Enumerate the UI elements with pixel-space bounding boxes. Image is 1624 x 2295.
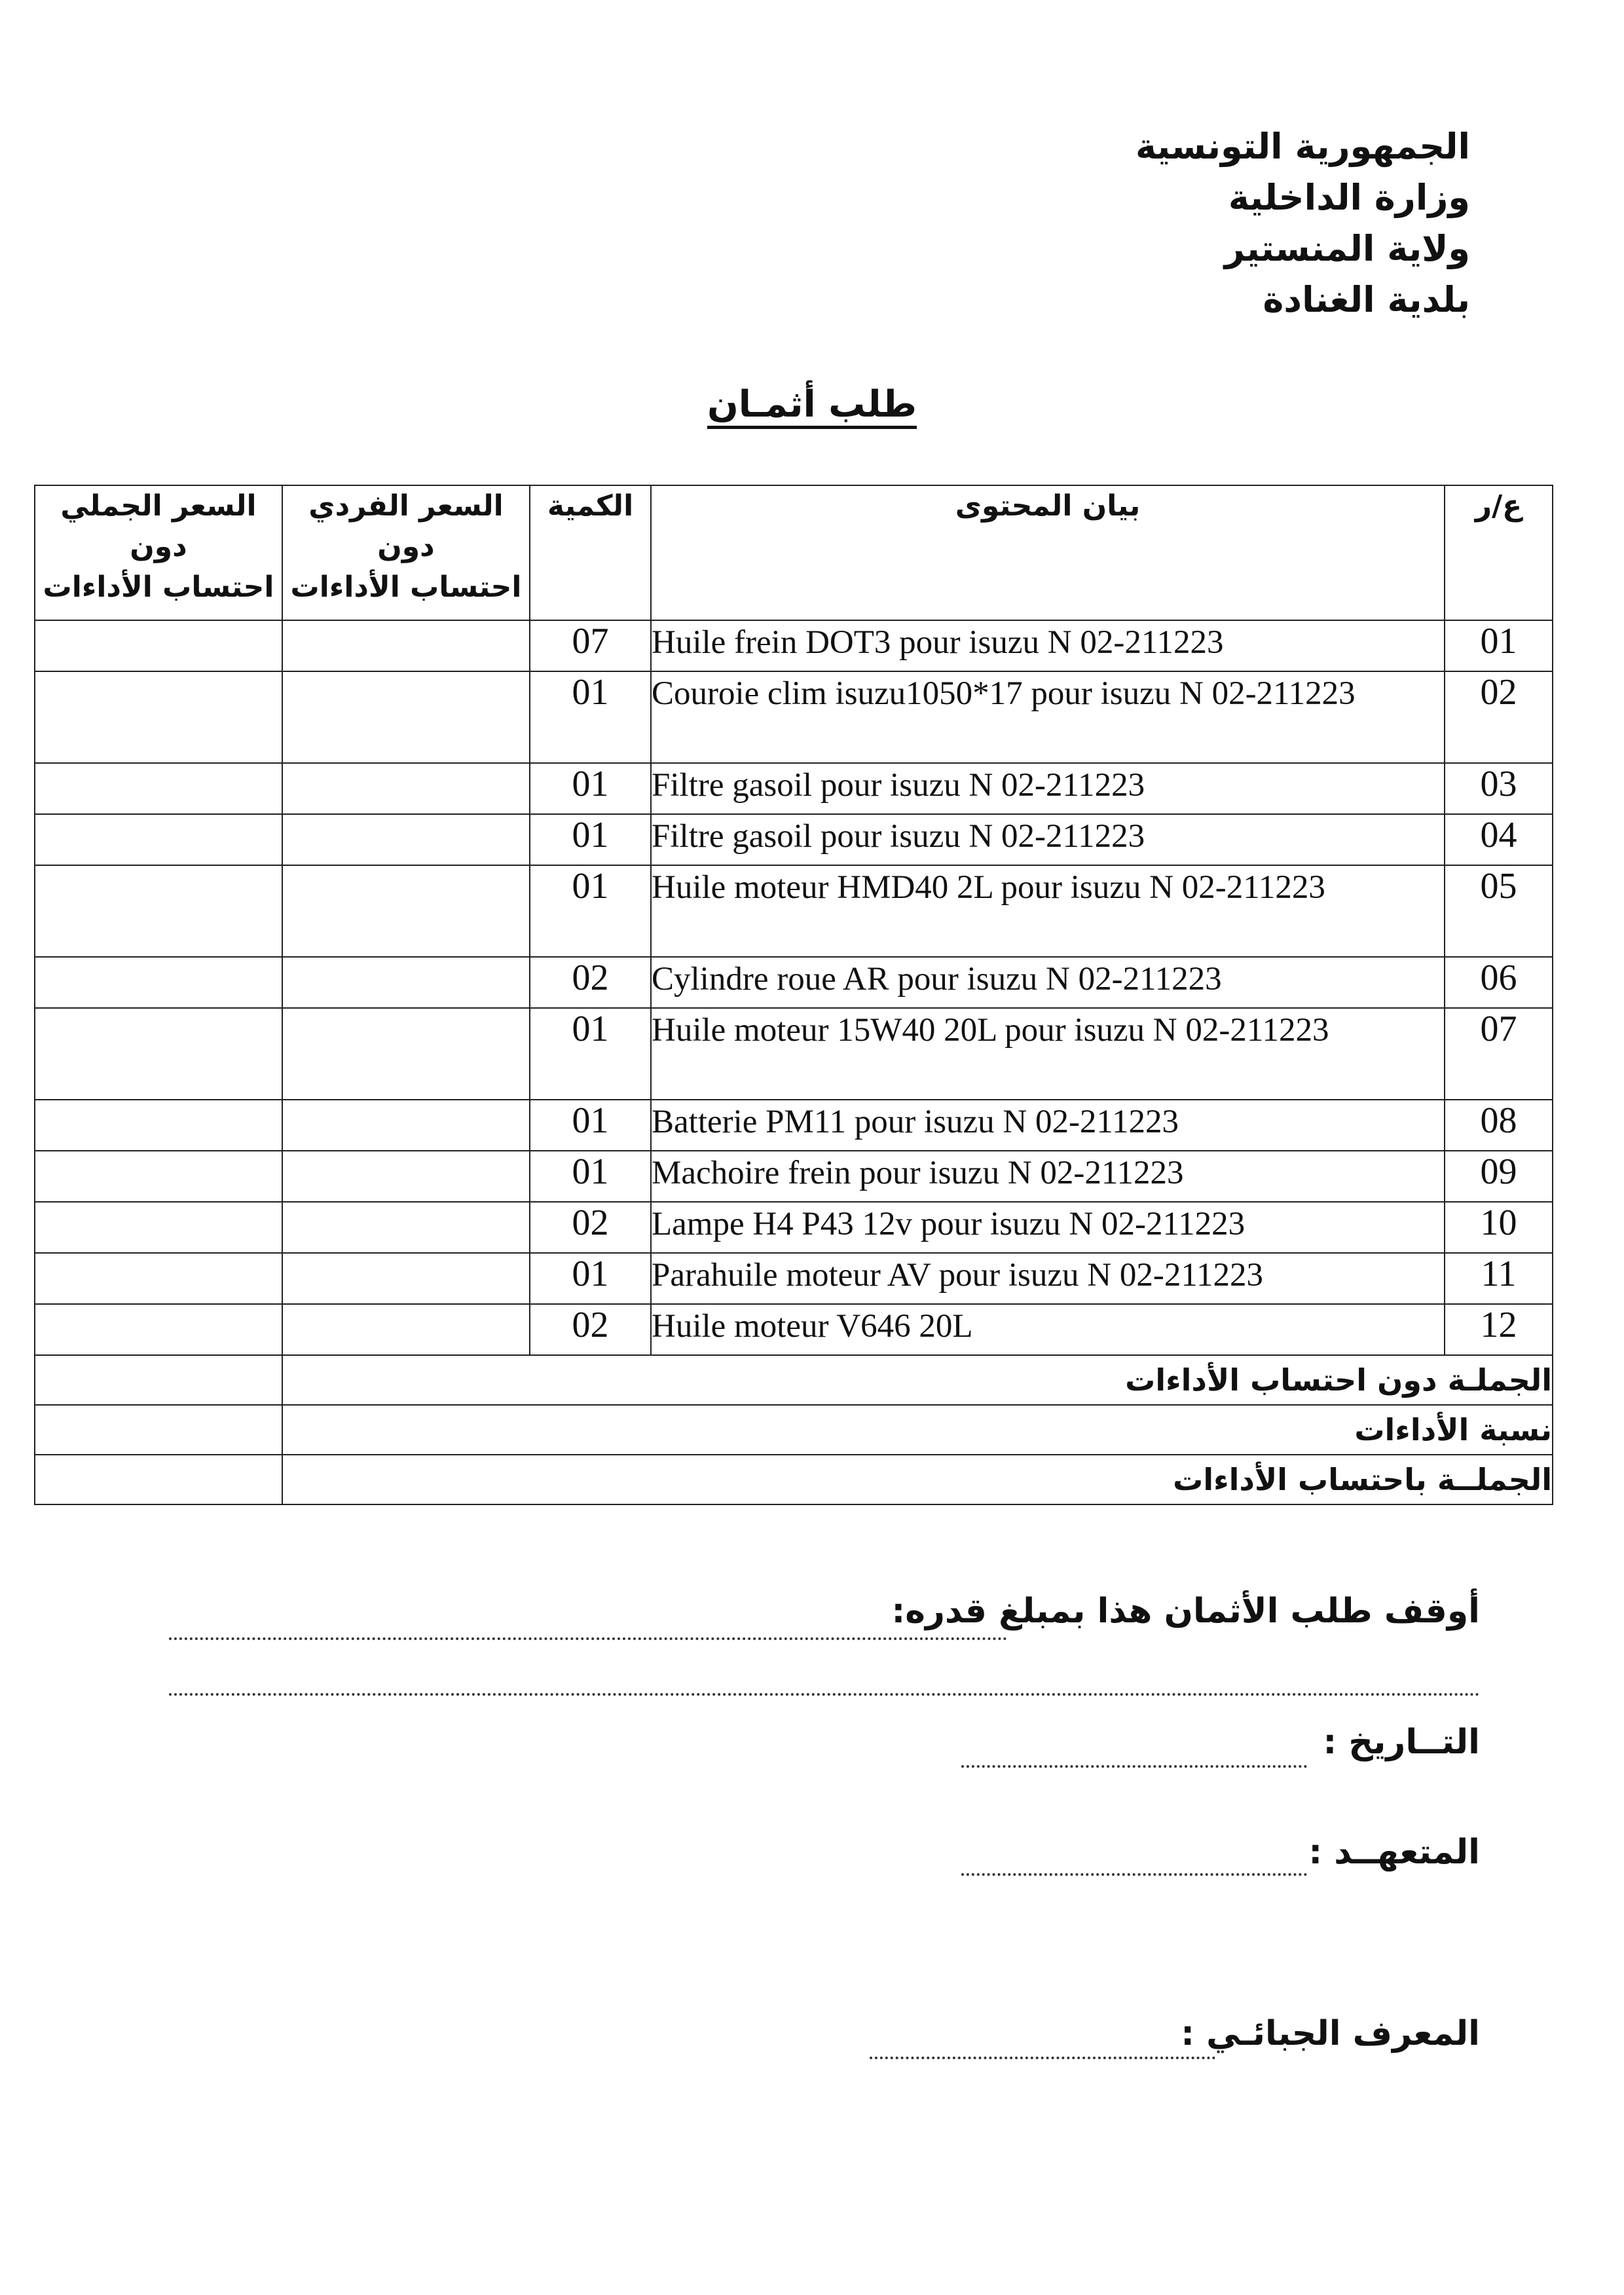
quantity-cell: 01 <box>530 1100 651 1151</box>
amount-field-line-2[interactable] <box>169 1693 1480 1696</box>
header-municipality: بلدية الغنادة <box>1263 279 1470 320</box>
unit-price-cell <box>282 1253 530 1304</box>
price-request-table <box>34 485 1553 1505</box>
date-label: التــاريخ : <box>1323 1723 1480 1762</box>
table-row <box>35 620 1553 671</box>
number-cell: 09 <box>1445 1151 1553 1202</box>
summary-row-total-incl-tax <box>35 1455 1553 1504</box>
header-governorate: ولاية المنستير <box>1224 228 1470 269</box>
col-header-total-price: السعر الجملي دون احتساب الأداءات <box>35 485 282 620</box>
description-cell: Machoire frein pour isuzu N 02-211223 <box>651 1151 1445 1202</box>
number-cell: 04 <box>1445 814 1553 865</box>
col-header-description: بيان المحتوى <box>651 485 1445 620</box>
unit-price-cell <box>282 1100 530 1151</box>
table-row <box>35 1304 1553 1355</box>
summary-value-cell <box>35 1405 282 1455</box>
unit-price-cell <box>282 814 530 865</box>
table-row <box>35 763 1553 814</box>
number-cell: 06 <box>1445 957 1553 1008</box>
number-cell: 01 <box>1445 620 1553 671</box>
table-row <box>35 671 1553 763</box>
description-cell: Filtre gasoil pour isuzu N 02-211223 <box>651 814 1445 865</box>
quantity-cell: 01 <box>530 671 651 763</box>
description-cell: Cylindre roue AR pour isuzu N 02-211223 <box>651 957 1445 1008</box>
number-cell: 08 <box>1445 1100 1553 1151</box>
unit-price-cell <box>282 957 530 1008</box>
total-price-cell <box>35 957 282 1008</box>
total-price-cell <box>35 1253 282 1304</box>
summary-value-cell <box>35 1455 282 1504</box>
unit-price-cell <box>282 1008 530 1100</box>
quantity-cell: 02 <box>530 1202 651 1253</box>
unit-price-cell <box>282 763 530 814</box>
number-cell: 07 <box>1445 1008 1553 1100</box>
total-price-cell <box>35 1304 282 1355</box>
table-row <box>35 814 1553 865</box>
col-header-unit-price: السعر الفردي دون احتساب الأداءات <box>282 485 530 620</box>
total-price-cell <box>35 620 282 671</box>
table-row <box>35 1253 1553 1304</box>
date-field[interactable] <box>961 1765 1307 1768</box>
contractor-label: المتعهــد : <box>1308 1833 1480 1872</box>
quantity-cell: 01 <box>530 865 651 957</box>
description-cell: Huile moteur V646 20L <box>651 1304 1445 1355</box>
unit-price-cell <box>282 1151 530 1202</box>
total-price-cell <box>35 865 282 957</box>
quantity-cell: 01 <box>530 1253 651 1304</box>
header-ministry: وزارة الداخلية <box>1228 177 1470 218</box>
table-row <box>35 957 1553 1008</box>
table-header-row <box>35 485 1553 620</box>
summary-value-cell <box>35 1355 282 1405</box>
header-republic: الجمهورية التونسية <box>1135 126 1470 167</box>
quantity-cell: 01 <box>530 1151 651 1202</box>
summary-row-tax-rate <box>35 1405 1553 1455</box>
unit-price-cell <box>282 865 530 957</box>
summary-label-total-excl-tax: الجملـة دون احتساب الأداءات <box>282 1355 1553 1405</box>
document-title-wrap <box>0 383 1624 426</box>
quantity-cell: 01 <box>530 1008 651 1100</box>
total-price-cell <box>35 763 282 814</box>
description-cell: Couroie clim isuzu1050*17 pour isuzu N 02-211223 <box>651 671 1445 763</box>
description-cell: Huile moteur 15W40 20L pour isuzu N 02-211223 <box>651 1008 1445 1100</box>
number-cell: 10 <box>1445 1202 1553 1253</box>
description-cell: Lampe H4 P43 12v pour isuzu N 02-211223 <box>651 1202 1445 1253</box>
issuer-header <box>1135 121 1470 326</box>
table-row <box>35 1100 1553 1151</box>
unit-price-cell <box>282 671 530 763</box>
amount-label: أوقف طلب الأثمان هذا بمبلغ قدره: <box>891 1592 1480 1631</box>
description-cell: Huile moteur HMD40 2L pour isuzu N 02-211223 <box>651 865 1445 957</box>
table-row <box>35 865 1553 957</box>
total-price-cell <box>35 814 282 865</box>
col-header-quantity: الكمية <box>530 485 651 620</box>
total-price-cell <box>35 1202 282 1253</box>
quantity-cell: 01 <box>530 763 651 814</box>
description-cell: Batterie PM11 pour isuzu N 02-211223 <box>651 1100 1445 1151</box>
table-row <box>35 1202 1553 1253</box>
total-price-cell <box>35 671 282 763</box>
summary-label-total-incl-tax: الجملــة باحتساب الأداءات <box>282 1455 1553 1504</box>
total-price-cell <box>35 1151 282 1202</box>
tax-id-label: المعرف الجبائـي : <box>1181 2014 1480 2053</box>
total-price-cell <box>35 1100 282 1151</box>
amount-field-line-1[interactable] <box>169 1637 1007 1640</box>
summary-label-tax-rate: نسبة الأداءات <box>282 1405 1553 1455</box>
description-cell: Filtre gasoil pour isuzu N 02-211223 <box>651 763 1445 814</box>
tax-id-field[interactable] <box>870 2057 1215 2059</box>
description-cell: Huile frein DOT3 pour isuzu N 02-211223 <box>651 620 1445 671</box>
col-header-number: ع/ر <box>1445 485 1553 620</box>
unit-price-cell <box>282 1304 530 1355</box>
contractor-field[interactable] <box>961 1873 1307 1876</box>
quantity-cell: 07 <box>530 620 651 671</box>
document-title: طلب أثمـان <box>707 383 917 426</box>
table-row <box>35 1151 1553 1202</box>
total-price-cell <box>35 1008 282 1100</box>
unit-price-cell <box>282 620 530 671</box>
summary-row-total-excl-tax <box>35 1355 1553 1405</box>
quantity-cell: 02 <box>530 957 651 1008</box>
number-cell: 05 <box>1445 865 1553 957</box>
number-cell: 02 <box>1445 671 1553 763</box>
quantity-cell: 02 <box>530 1304 651 1355</box>
number-cell: 11 <box>1445 1253 1553 1304</box>
number-cell: 03 <box>1445 763 1553 814</box>
number-cell: 12 <box>1445 1304 1553 1355</box>
table-row <box>35 1008 1553 1100</box>
description-cell: Parahuile moteur AV pour isuzu N 02-211223 <box>651 1253 1445 1304</box>
quantity-cell: 01 <box>530 814 651 865</box>
unit-price-cell <box>282 1202 530 1253</box>
